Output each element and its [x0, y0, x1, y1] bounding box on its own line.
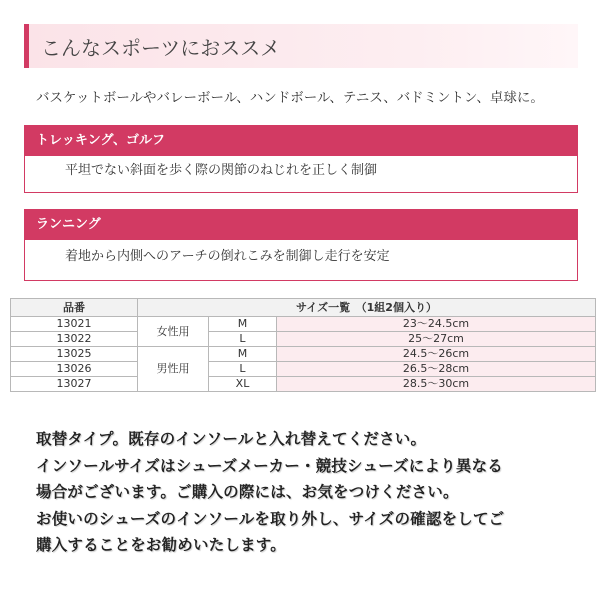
- size-range: 24.5～26cm: [277, 347, 596, 362]
- note-line: インソールサイズはシューズメーカー・競技シューズにより異なる: [36, 456, 503, 475]
- size-range: 26.5～28cm: [277, 362, 596, 377]
- header-size-list: サイズ一覧 （1組2個入り）: [138, 299, 596, 317]
- feature-box-title: トレッキング、ゴルフ: [25, 126, 577, 156]
- note-line: お使いのシューズのインソールを取り外し、サイズの確認をしてご: [36, 509, 505, 528]
- notes-block: [36, 426, 596, 559]
- feature-box-trekking: [24, 125, 578, 193]
- size-range: 23～24.5cm: [277, 317, 596, 332]
- table-row: [11, 362, 596, 377]
- size-table: [10, 298, 596, 392]
- size-range: 28.5～30cm: [277, 377, 596, 392]
- gender-group: 女性用: [138, 317, 209, 347]
- size-code: XL: [209, 377, 277, 392]
- feature-box-running: [24, 209, 578, 281]
- header-part-number: 品番: [11, 299, 138, 317]
- table-row: [11, 317, 596, 332]
- table-row: [11, 377, 596, 392]
- size-code: M: [209, 347, 277, 362]
- part-number: 13021: [11, 317, 138, 332]
- table-row: [11, 332, 596, 347]
- size-code: M: [209, 317, 277, 332]
- note-line: 場合がございます。ご購入の際には、お気をつけください。: [36, 483, 459, 501]
- feature-box-text: 平坦でない斜面を歩く際の関節のねじれを正しく制御: [65, 163, 378, 178]
- table-row: [11, 347, 596, 362]
- part-number: 13022: [11, 332, 138, 347]
- feature-box-title: ランニング: [25, 210, 577, 240]
- part-number: 13026: [11, 362, 138, 377]
- section-heading: [24, 24, 578, 68]
- note-line: 取替タイプ。既存のインソールと入れ替えてください。: [36, 430, 427, 448]
- part-number: 13025: [11, 347, 138, 362]
- part-number: 13027: [11, 377, 138, 392]
- size-range: 25～27cm: [277, 332, 596, 347]
- gender-group: 男性用: [138, 347, 209, 392]
- size-code: L: [209, 332, 277, 347]
- feature-box-text: 着地から内側へのアーチの倒れこみを制御し走行を安定: [65, 249, 390, 264]
- intro-text: バスケットボールやバレーボール、ハンドボール、テニス、バドミントン、卓球に。: [36, 90, 544, 106]
- size-code: L: [209, 362, 277, 377]
- section-title: こんなスポーツにおススメ: [41, 36, 281, 60]
- note-line: 購入することをお勧めいたします。: [36, 536, 286, 554]
- table-header-row: [11, 299, 596, 317]
